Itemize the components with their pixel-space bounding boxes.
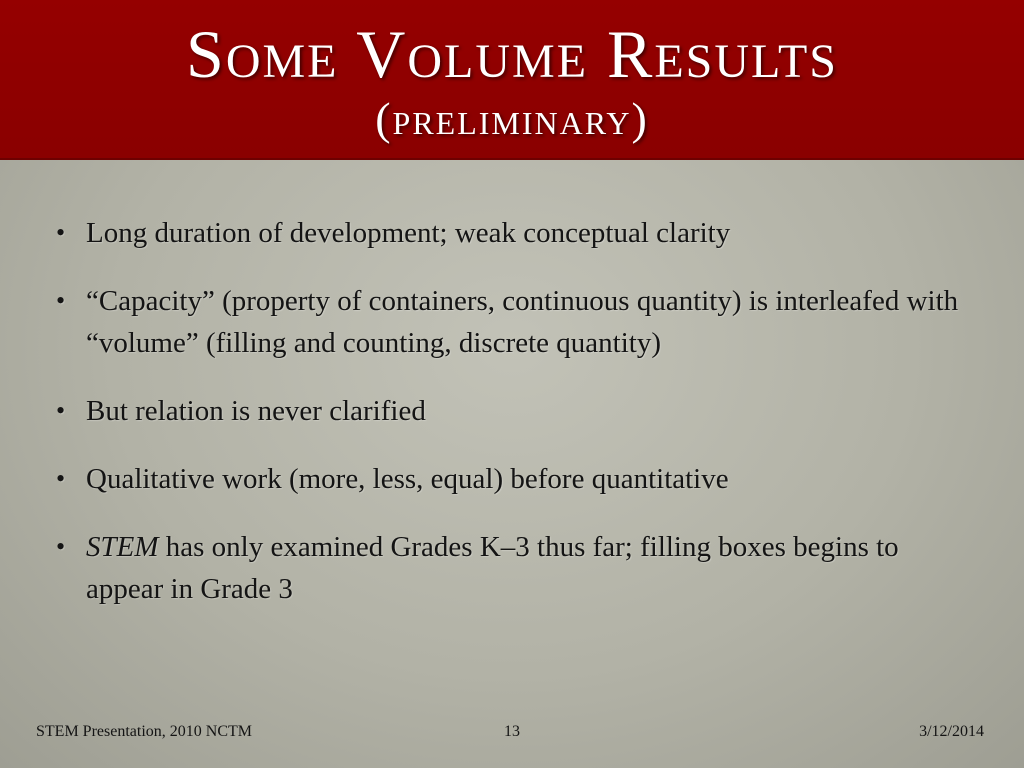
slide-title: Some Volume Results <box>186 16 838 92</box>
bullet-text: has only examined Grades K–3 thus far; filling boxes begins to appear in Grade 3 <box>86 531 899 605</box>
title-band <box>0 0 1024 160</box>
bullet-item <box>48 280 978 364</box>
bullet-text: But relation is never clarified <box>86 395 426 427</box>
bullet-emphasis: STEM <box>86 531 159 563</box>
bullet-icon: • <box>56 464 66 493</box>
bullet-icon: • <box>56 286 66 315</box>
bullet-item <box>48 526 978 610</box>
footer-date: 3/12/2014 <box>919 723 984 740</box>
bullet-item <box>48 390 978 432</box>
bullet-text: “Capacity” (property of containers, continuous quantity) is interleafed with “volume” (filling and counting, discrete quantity) <box>86 285 959 359</box>
bullet-icon: • <box>56 218 66 247</box>
bullet-item <box>48 212 978 254</box>
slide-subtitle: (preliminary) <box>375 93 649 144</box>
bullet-icon: • <box>56 532 66 561</box>
bullet-item <box>48 458 978 500</box>
footer-presentation-label: STEM Presentation, 2010 NCTM <box>36 723 252 740</box>
bullet-text: Qualitative work (more, less, equal) before quantitative <box>86 463 729 495</box>
page-number: 13 <box>504 723 520 740</box>
bullet-text: Long duration of development; weak conceptual clarity <box>86 217 731 249</box>
bullet-list <box>48 212 978 636</box>
bullet-icon: • <box>56 396 66 425</box>
